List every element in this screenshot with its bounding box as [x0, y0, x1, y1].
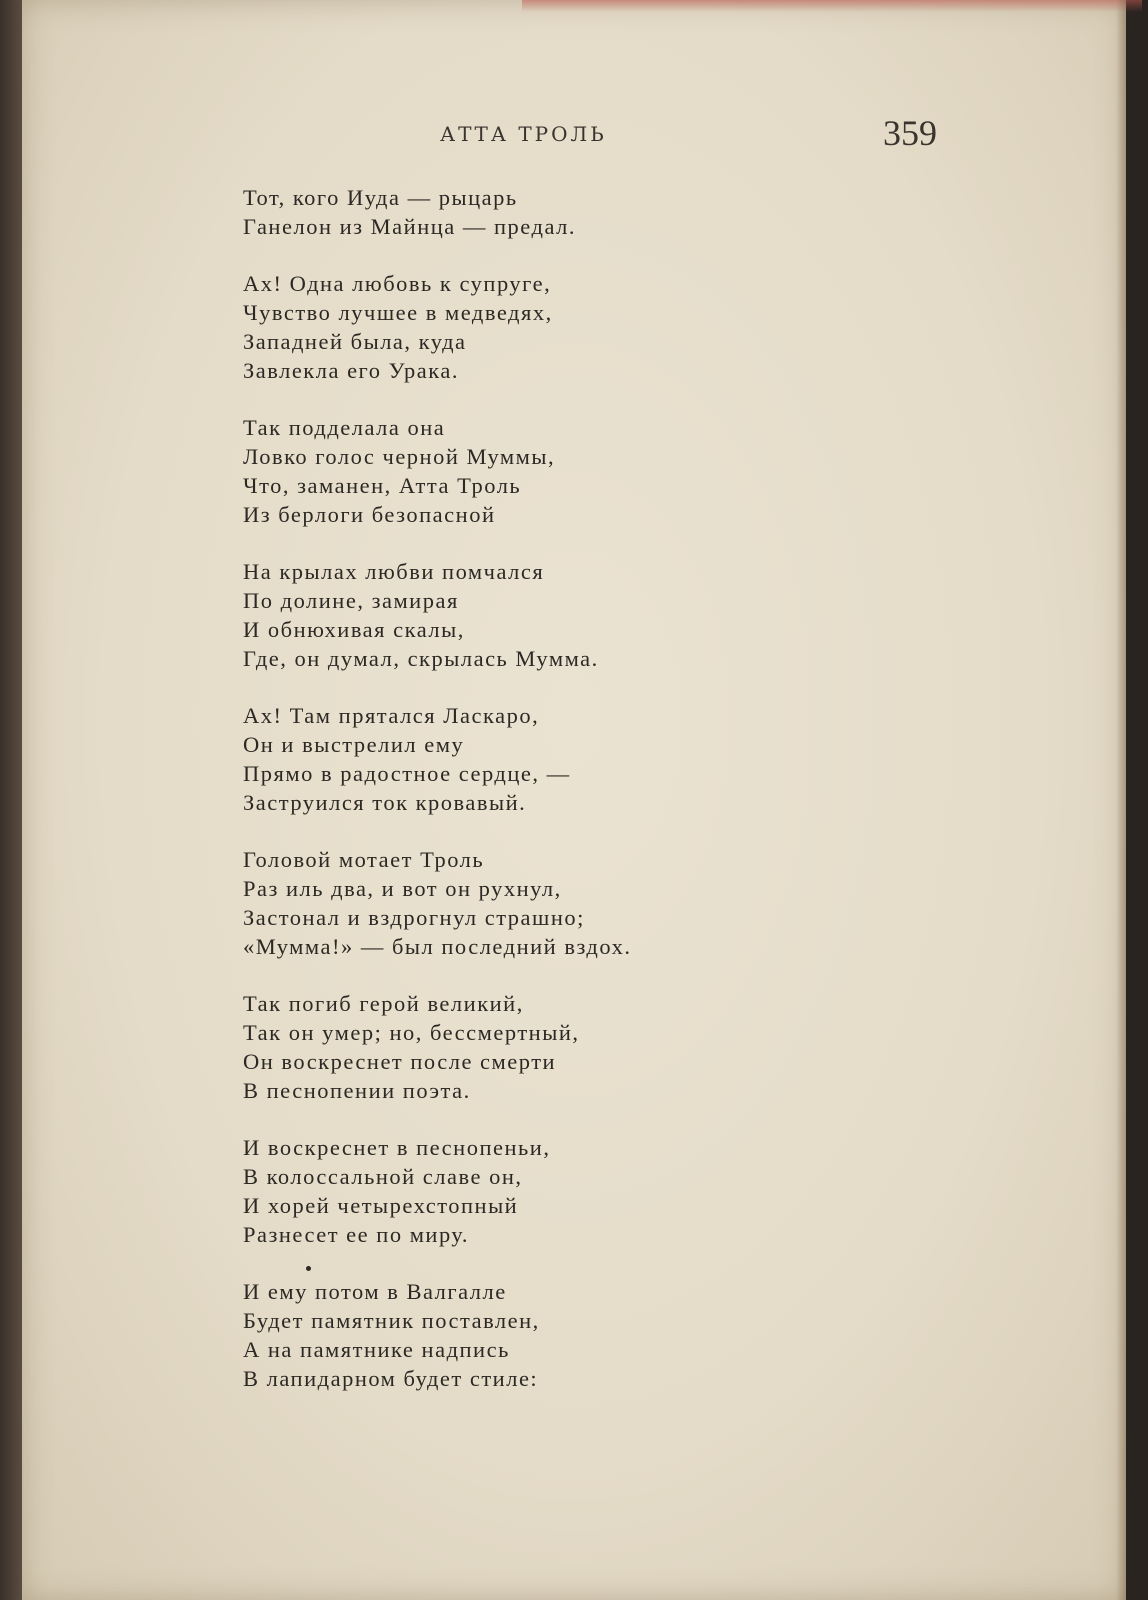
poem-line: Ганелон из Майнца — предал.	[243, 214, 576, 239]
poem-line: А на памятнике надпись	[243, 1337, 510, 1362]
poem-line: По долине, замирая	[243, 588, 459, 613]
poem-line: Так подделала она	[243, 415, 446, 440]
stanza-break	[243, 1249, 631, 1277]
poem-line: На крылах любви помчался	[243, 559, 545, 584]
page-right-edge	[1116, 0, 1126, 1600]
stanza-break	[243, 241, 631, 269]
poem-line: Он и выстрелил ему	[243, 732, 465, 757]
stanza-break	[243, 385, 631, 413]
stanza	[243, 1277, 631, 1393]
poem-line: Он воскреснет после смерти	[243, 1049, 557, 1074]
ink-speck	[306, 1266, 311, 1271]
stanza-break	[243, 817, 631, 845]
poem-line: Что, заманен, Атта Троль	[243, 473, 522, 498]
stanza-break	[243, 673, 631, 701]
poem-line: И хорей четырехстопный	[243, 1193, 519, 1218]
stanza	[243, 269, 631, 385]
poem-line: Так он умер; но, бессмертный,	[243, 1020, 580, 1045]
stanza	[243, 1133, 631, 1249]
stanza	[243, 845, 631, 961]
poem-line: Заструился ток кровавый.	[243, 790, 527, 815]
stanza	[243, 413, 631, 529]
poem-line: Завлекла его Урака.	[243, 358, 459, 383]
poem-line: Прямо в радостное сердце, —	[243, 761, 571, 786]
poem-line: Чувство лучшее в медведях,	[243, 300, 553, 325]
book-spine-edge	[0, 0, 22, 1600]
poem-line: Где, он думал, скрылась Мумма.	[243, 646, 599, 671]
stanza	[243, 183, 631, 241]
running-title: АТТА ТРОЛЬ	[440, 122, 607, 146]
poem-line: Западней была, куда	[243, 329, 467, 354]
poem-line: И ему потом в Валгалле	[243, 1279, 507, 1304]
stanza-break	[243, 529, 631, 557]
poem-line: Головой мотает Троль	[243, 847, 485, 872]
poem-line: Ах! Там прятался Ласкаро,	[243, 703, 540, 728]
poem-line: «Мумма!» — был последний вздох.	[243, 934, 632, 959]
page-edge-stain	[522, 0, 1142, 12]
stanza	[243, 701, 631, 817]
poem-line: Ловко голос черной Муммы,	[243, 444, 556, 469]
page-number: 359	[883, 113, 937, 153]
poem-line: Из берлоги безопасной	[243, 502, 496, 527]
poem-line: В колоссальной славе он,	[243, 1164, 523, 1189]
poem-line: Застонал и вздрогнул страшно;	[243, 905, 585, 930]
stanza-break	[243, 1105, 631, 1133]
poem-line: В лапидарном будет стиле:	[243, 1366, 539, 1391]
poem-line: И обнюхивая скалы,	[243, 617, 465, 642]
poem-text	[243, 183, 631, 1393]
poem-line: Тот, кого Иуда — рыцарь	[243, 185, 518, 210]
poem-line: И воскреснет в песнопеньи,	[243, 1135, 551, 1160]
poem-line: Ах! Одна любовь к супруге,	[243, 271, 552, 296]
poem-line: Так погиб герой великий,	[243, 991, 524, 1016]
poem-line: Будет памятник поставлен,	[243, 1308, 540, 1333]
stanza	[243, 557, 631, 673]
poem-line: Раз иль два, и вот он рухнул,	[243, 876, 562, 901]
poem-line: В песнопении поэта.	[243, 1078, 471, 1103]
stanza-break	[243, 961, 631, 989]
poem-line: Разнесет ее по миру.	[243, 1222, 470, 1247]
stanza	[243, 989, 631, 1105]
